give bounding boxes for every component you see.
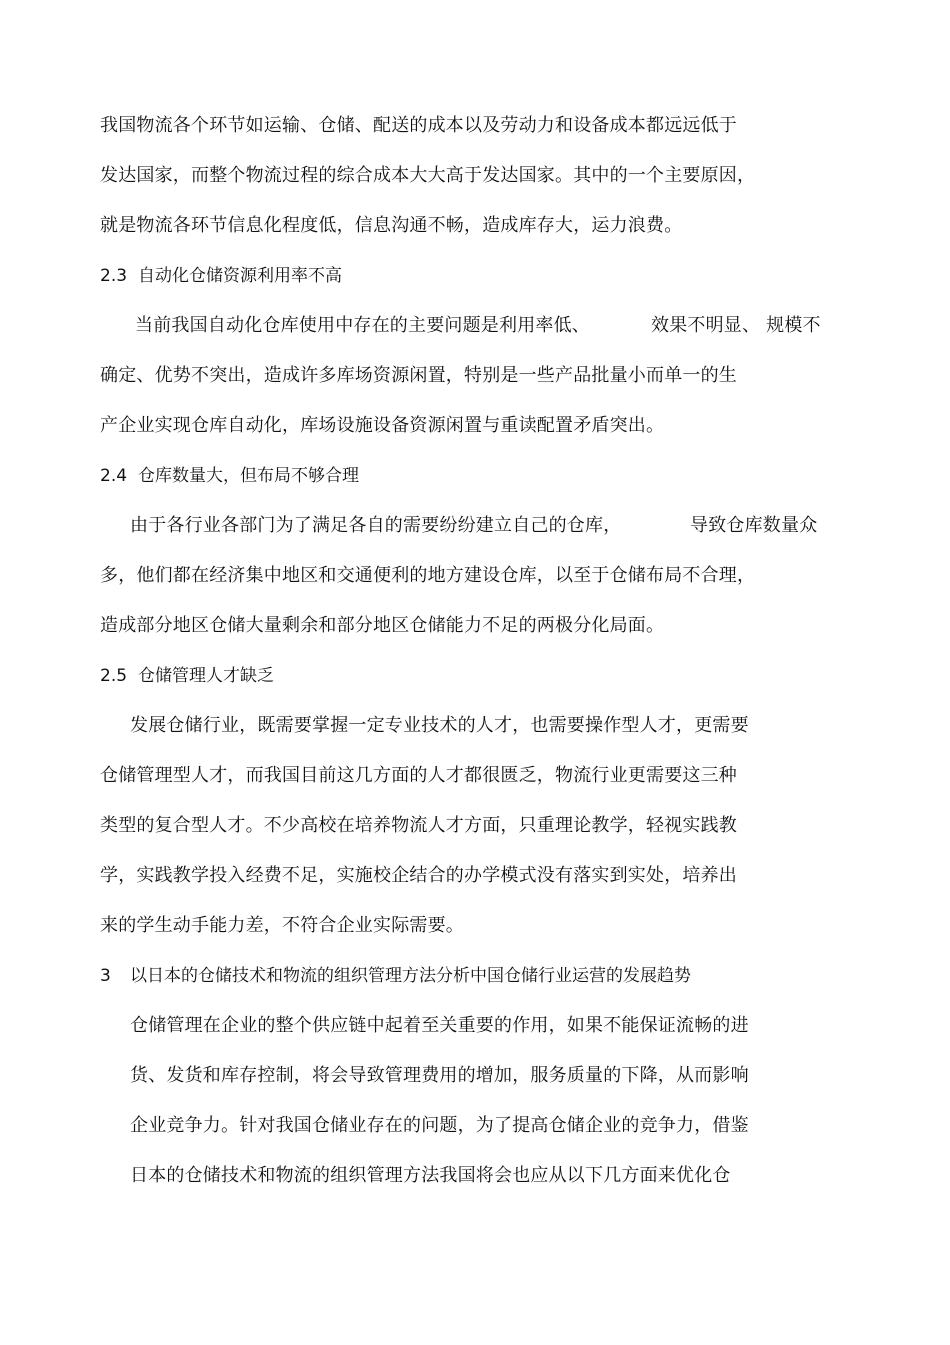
section-number: 2.3 (100, 266, 128, 286)
section-2-5-heading (100, 664, 274, 688)
intro-line-1: 我国物流各个环节如运输、仓储、配送的成本以及劳动力和设备成本都远远低于 (100, 115, 737, 136)
s3-line-3: 企业竞争力。针对我国仓储业存在的问题，为了提高仓储企业的竞争力，借鉴 (130, 1115, 749, 1136)
s25-line-3: 类型的复合型人才。不少高校在培养物流人才方面，只重理论教学，轻视实践教 (100, 815, 737, 836)
s24-line-3: 造成部分地区仓储大量剩余和部分地区仓储能力不足的两极分化局面。 (100, 615, 665, 636)
s24-line-1b: 导致仓库数量众 (690, 515, 818, 536)
s23-line-1b: 效果不明显、 规模不 (651, 315, 821, 336)
s25-line-2: 仓储管理型人才，而我国目前这几方面的人才都很匮乏，物流行业更需要这三种 (100, 765, 737, 786)
s23-line-2: 确定、优势不突出，造成许多库场资源闲置，特别是一些产品批量小而单一的生 (100, 365, 737, 386)
section-number: 2.5 (100, 666, 128, 686)
section-number: 2.4 (100, 466, 128, 486)
section-title: 自动化仓储资源利用率不高 (138, 266, 342, 286)
s3-line-2: 货、发货和库存控制，将会导致管理费用的增加，服务质量的下降，从而影响 (130, 1065, 749, 1086)
s23-line-1a: 当前我国自动化仓库使用中存在的主要问题是利用率低、 (135, 315, 590, 336)
section-2-3-heading (100, 264, 342, 288)
section-2-4-heading (100, 464, 359, 488)
section-title: 仓储管理人才缺乏 (138, 666, 274, 686)
section-title: 仓库数量大，但布局不够合理 (138, 466, 359, 486)
s25-line-4: 学，实践教学投入经费不足，实施校企结合的办学模式没有落实到实处，培养出 (100, 865, 737, 886)
s3-line-4: 日本的仓储技术和物流的组织管理方法我国将会也应从以下几方面来优化仓 (130, 1165, 731, 1186)
intro-line-2: 发达国家，而整个物流过程的综合成本大大高于发达国家。其中的一个主要原因， (100, 165, 756, 186)
section-3-heading (100, 964, 691, 988)
s25-line-1: 发展仓储行业，既需要掌握一定专业技术的人才，也需要操作型人才，更需要 (130, 715, 749, 736)
intro-line-3: 就是物流各环节信息化程度低，信息沟通不畅，造成库存大，运力浪费。 (100, 215, 683, 236)
s3-line-1: 仓储管理在企业的整个供应链中起着至关重要的作用，如果不能保证流畅的进 (130, 1015, 749, 1036)
s23-line-3: 产企业实现仓库自动化，库场设施设备资源闲置与重读配置矛盾突出。 (100, 415, 665, 436)
s25-line-5: 来的学生动手能力差，不符合企业实际需要。 (100, 915, 464, 936)
s24-line-1a: 由于各行业各部门为了满足各自的需要纷纷建立自己的仓库， (130, 515, 622, 536)
section-title: 以日本的仓储技术和物流的组织管理方法分析中国仓储行业运营的发展趋势 (130, 966, 691, 986)
section-number: 3 (100, 966, 111, 986)
s24-line-2: 多，他们都在经济集中地区和交通便利的地方建设仓库，以至于仓储布局不合理， (100, 565, 756, 586)
